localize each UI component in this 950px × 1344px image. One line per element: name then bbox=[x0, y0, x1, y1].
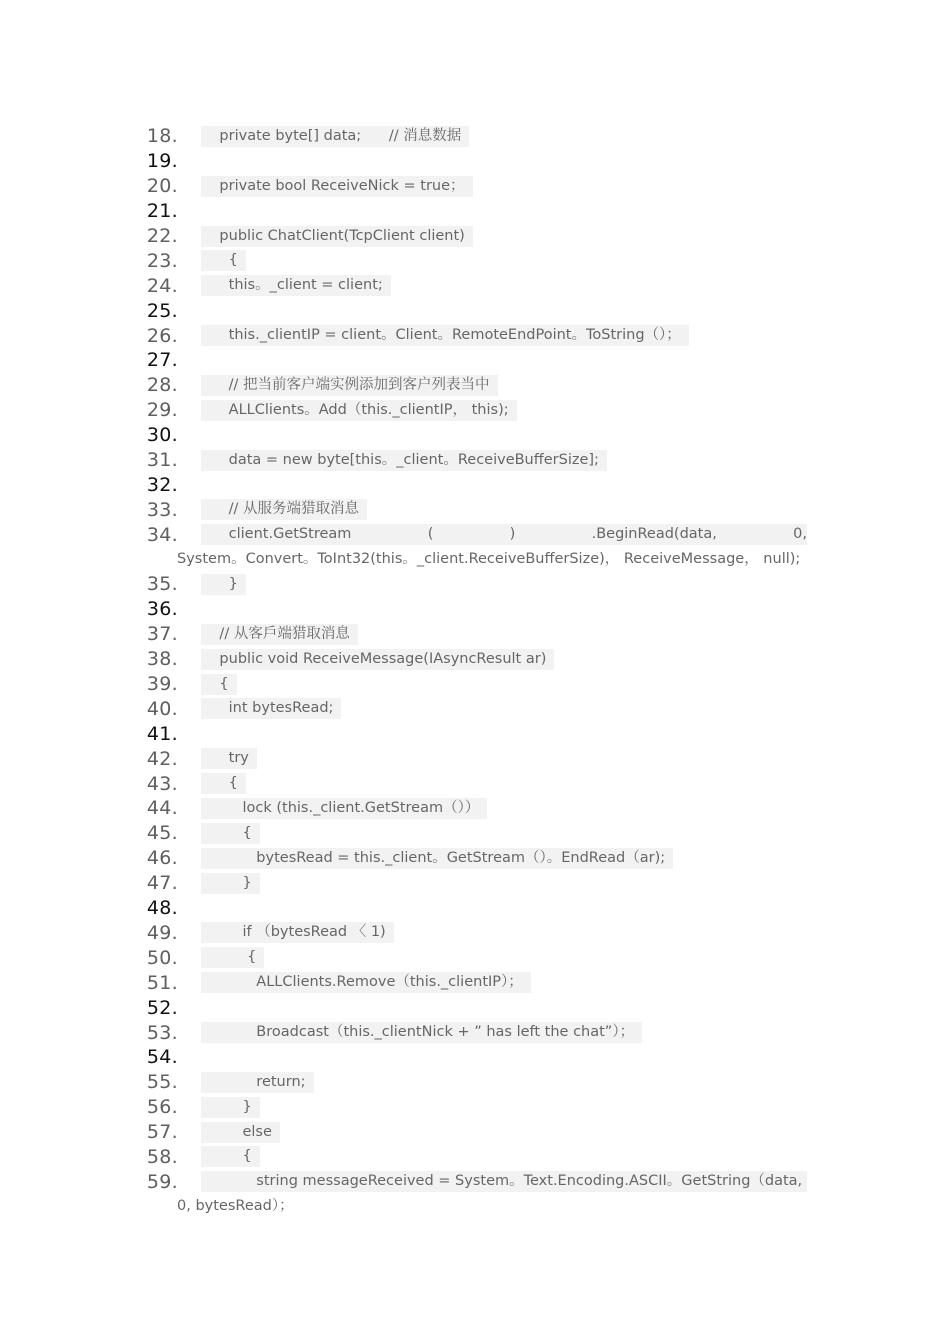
line-number: 26. bbox=[146, 324, 178, 347]
line-number: 58. bbox=[146, 1145, 178, 1168]
code-text: { bbox=[201, 823, 260, 844]
code-continuation: 0, bytesRead）； bbox=[177, 1198, 294, 1215]
code-line bbox=[0, 472, 950, 497]
code-fragment: client.GetStream bbox=[201, 526, 352, 543]
code-line bbox=[0, 746, 950, 771]
code-line bbox=[0, 970, 950, 995]
line-number: 45. bbox=[146, 822, 178, 845]
code-line bbox=[0, 945, 950, 970]
code-text: private bool ReceiveNick = true； bbox=[201, 176, 473, 197]
code-text: this._clientIP = client。Client。RemoteEndPoint。ToString（）； bbox=[201, 325, 689, 346]
line-number: 56. bbox=[146, 1096, 178, 1119]
code-text: // 把当前客户端实例添加到客户列表当中 bbox=[201, 375, 498, 396]
line-number: 59. bbox=[146, 1170, 178, 1193]
code-line bbox=[0, 572, 950, 597]
code-line bbox=[0, 373, 950, 398]
code-text: // 从服务端猎取消息 bbox=[201, 499, 367, 520]
code-text: } bbox=[201, 1097, 260, 1118]
code-text: // 从客戶端猎取消息 bbox=[201, 624, 358, 645]
line-number: 52. bbox=[146, 996, 178, 1019]
line-number: 30. bbox=[146, 424, 178, 447]
line-number: 18. bbox=[146, 125, 178, 148]
code-text: { bbox=[201, 674, 237, 695]
line-number: 39. bbox=[146, 673, 178, 696]
code-text: } bbox=[201, 873, 260, 894]
code-line bbox=[0, 721, 950, 746]
line-number: 53. bbox=[146, 1021, 178, 1044]
line-number: 57. bbox=[146, 1121, 178, 1144]
code-line bbox=[0, 1169, 950, 1194]
line-number: 20. bbox=[146, 175, 178, 198]
code-line bbox=[0, 348, 950, 373]
line-number: 41. bbox=[146, 722, 178, 745]
code-line bbox=[0, 497, 950, 522]
code-text: else bbox=[201, 1122, 280, 1143]
code-line bbox=[0, 821, 950, 846]
line-number: 24. bbox=[146, 274, 178, 297]
line-number: 25. bbox=[146, 299, 178, 322]
line-number: 46. bbox=[146, 847, 178, 870]
line-number: 28. bbox=[146, 374, 178, 397]
line-number: 47. bbox=[146, 872, 178, 895]
line-number: 49. bbox=[146, 921, 178, 944]
line-number: 27. bbox=[146, 349, 178, 372]
code-line bbox=[0, 1020, 950, 1045]
code-fragment: string messageReceived = System。Text.Encoding.ASCII。GetString（data, bbox=[201, 1173, 803, 1190]
code-line bbox=[0, 672, 950, 697]
code-line bbox=[0, 199, 950, 224]
line-number: 35. bbox=[146, 573, 178, 596]
code-line bbox=[0, 796, 950, 821]
code-line bbox=[0, 622, 950, 647]
code-continuation: System。Convert。ToInt32(this。_client.ReceiveBufferSize)， ReceiveMessage， null); bbox=[177, 551, 801, 568]
code-text: return; bbox=[201, 1072, 314, 1093]
line-number: 23. bbox=[146, 249, 178, 272]
line-number: 55. bbox=[146, 1071, 178, 1094]
line-number: 33. bbox=[146, 498, 178, 521]
code-text: int bytesRead; bbox=[201, 698, 341, 719]
code-fragment: 0, bbox=[793, 526, 807, 543]
code-text: { bbox=[201, 1146, 260, 1167]
line-number: 31. bbox=[146, 449, 178, 472]
code-line bbox=[0, 323, 950, 348]
code-line bbox=[0, 248, 950, 273]
line-number: 51. bbox=[146, 971, 178, 994]
code-text: } bbox=[201, 574, 246, 595]
code-text: { bbox=[201, 947, 264, 968]
code-line bbox=[0, 273, 950, 298]
code-line bbox=[0, 423, 950, 448]
code-line bbox=[0, 995, 950, 1020]
code-line bbox=[0, 647, 950, 672]
code-text: public ChatClient(TcpClient client) bbox=[201, 226, 473, 247]
code-line bbox=[0, 398, 950, 423]
line-number: 54. bbox=[146, 1046, 178, 1069]
line-number: 44. bbox=[146, 797, 178, 820]
code-text: bytesRead = this._client。GetStream（）。EndRead（ar); bbox=[201, 848, 673, 869]
code-text bbox=[201, 524, 807, 545]
line-number: 42. bbox=[146, 747, 178, 770]
code-line bbox=[0, 921, 950, 946]
code-line bbox=[0, 1070, 950, 1095]
line-number: 36. bbox=[146, 598, 178, 621]
code-line bbox=[0, 896, 950, 921]
code-line bbox=[0, 696, 950, 721]
code-text: { bbox=[201, 250, 246, 271]
line-number: 43. bbox=[146, 772, 178, 795]
line-number: 50. bbox=[146, 946, 178, 969]
code-line bbox=[0, 149, 950, 174]
line-number: 37. bbox=[146, 623, 178, 646]
code-line bbox=[0, 846, 950, 871]
code-text: { bbox=[201, 773, 246, 794]
line-number: 22. bbox=[146, 225, 178, 247]
code-text: Broadcast（this._clientNick + ” has left the chat”）； bbox=[201, 1022, 642, 1043]
code-line bbox=[0, 1095, 950, 1120]
line-number: 29. bbox=[146, 399, 178, 422]
code-line bbox=[0, 124, 950, 149]
code-line bbox=[0, 1120, 950, 1145]
code-line bbox=[0, 597, 950, 622]
code-fragment: .BeginRead(data, bbox=[591, 526, 717, 543]
code-text: data = new byte[this。_client。ReceiveBufferSize]; bbox=[201, 450, 607, 471]
code-line bbox=[0, 771, 950, 796]
code-text: private byte[] data; // 消息数据 bbox=[201, 126, 469, 147]
line-number: 48. bbox=[146, 897, 178, 920]
line-number: 19. bbox=[146, 150, 178, 173]
code-text: try bbox=[201, 748, 257, 769]
code-line bbox=[0, 871, 950, 896]
code-line bbox=[0, 1045, 950, 1070]
line-number: 38. bbox=[146, 648, 178, 671]
code-line bbox=[0, 1145, 950, 1170]
line-number: 40. bbox=[146, 697, 178, 720]
code-text: lock (this._client.GetStream（）） bbox=[201, 798, 487, 819]
code-fragment: ( bbox=[427, 526, 434, 543]
line-number: 34. bbox=[146, 523, 178, 546]
code-text: if （bytesRead 〈 1) bbox=[201, 922, 394, 943]
code-text bbox=[201, 1171, 807, 1192]
line-number: 21. bbox=[146, 200, 178, 223]
code-fragment: ) bbox=[509, 526, 516, 543]
code-text: ALLClients.Remove（this._clientIP）； bbox=[201, 972, 531, 993]
code-line bbox=[0, 224, 950, 249]
code-line bbox=[0, 522, 950, 547]
code-line bbox=[0, 298, 950, 323]
code-text: ALLClients。Add（this._clientIP， this); bbox=[201, 400, 517, 421]
code-text: this。_client = client; bbox=[201, 275, 391, 296]
code-listing bbox=[0, 124, 950, 1219]
line-number: 32. bbox=[146, 473, 178, 496]
code-line bbox=[0, 448, 950, 473]
code-text: public void ReceiveMessage(IAsyncResult ar) bbox=[201, 649, 554, 670]
code-line bbox=[0, 174, 950, 199]
